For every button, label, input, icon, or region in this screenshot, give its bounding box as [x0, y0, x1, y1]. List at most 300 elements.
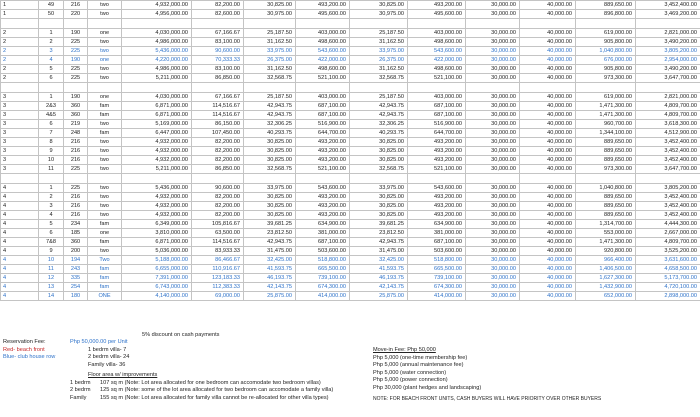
phase-cell: 3: [1, 102, 39, 111]
price-cell: 4,932,000.00: [122, 211, 192, 220]
unit-row: [1, 211, 700, 220]
empty-cell: [192, 174, 244, 184]
col11-cell: 30,000.00: [466, 211, 520, 220]
type-cell: two: [88, 74, 122, 83]
unit-row: [1, 274, 700, 283]
unit-row: [1, 165, 700, 174]
col12-cell: 40,000.00: [520, 292, 576, 301]
phase-cell: 3: [1, 138, 39, 147]
area-cell: 225: [64, 47, 88, 56]
col12-cell: 40,000.00: [520, 165, 576, 174]
col13-cell: 889,650.00: [576, 138, 636, 147]
col8-cell: 498,600.00: [296, 38, 350, 47]
type-cell: two: [88, 138, 122, 147]
col8-cell: 414,000.00: [296, 292, 350, 301]
area-cell: 243: [64, 265, 88, 274]
col7-cell: 30,825.00: [244, 1, 296, 10]
col13-cell: 966,400.00: [576, 256, 636, 265]
col12-cell: 40,000.00: [520, 283, 576, 292]
col13-cell: 1,471,300.00: [576, 238, 636, 247]
col14-cell: 3,618,300.00: [636, 120, 700, 129]
col6-cell: 86,850.00: [192, 74, 244, 83]
col13-cell: 889,650.00: [576, 1, 636, 10]
col11-cell: 30,000.00: [466, 238, 520, 247]
type-cell: Two: [88, 256, 122, 265]
col7-cell: 42,943.75: [244, 111, 296, 120]
cash-priority-note: NOTE: FOR BEACH FRONT UNITS, CASH BUYERS WILL HAVE PRIORITY OVER OTHER BUYERS: [373, 396, 602, 402]
col8-cell: 665,500.00: [296, 265, 350, 274]
col11-cell: 30,000.00: [466, 129, 520, 138]
col11-cell: 30,000.00: [466, 38, 520, 47]
phase-cell: 2: [1, 29, 39, 38]
col8-cell: 493,200.00: [296, 211, 350, 220]
phase-cell: 2: [1, 65, 39, 74]
unit-row: [1, 256, 700, 265]
phase-cell: 3: [1, 165, 39, 174]
price-cell: 6,349,000.00: [122, 220, 192, 229]
col11-cell: 30,000.00: [466, 56, 520, 65]
type-cell: one: [88, 56, 122, 65]
move-in-item: Php 5,000 (annual maintenance fee): [373, 362, 464, 368]
col6-cell: 107,450.00: [192, 129, 244, 138]
col7-cell: 40,293.75: [244, 129, 296, 138]
col12-cell: 40,000.00: [520, 138, 576, 147]
area-cell: 216: [64, 147, 88, 156]
unit-row: [1, 283, 700, 292]
price-cell: 6,871,000.00: [122, 238, 192, 247]
col14-cell: 3,647,700.00: [636, 74, 700, 83]
col12-cell: 40,000.00: [520, 74, 576, 83]
col11-cell: 30,000.00: [466, 102, 520, 111]
col13-cell: 1,406,500.00: [576, 265, 636, 274]
col7-cell: 39,681.25: [244, 220, 296, 229]
unit-cell: 5: [39, 65, 64, 74]
col13-cell: 1,432,900.00: [576, 283, 636, 292]
col11-cell: 30,000.00: [466, 138, 520, 147]
col12-cell: 40,000.00: [520, 1, 576, 10]
col14-cell: 3,452,400.00: [636, 211, 700, 220]
area-cell: 190: [64, 93, 88, 102]
col11-cell: 30,000.00: [466, 29, 520, 38]
col9-cell: 25,187.50: [350, 29, 408, 38]
unit-row: [1, 229, 700, 238]
col10-cell: 495,600.00: [408, 10, 466, 19]
floor-area-2-label: 2 bedrm: [70, 387, 91, 393]
area-cell: 185: [64, 229, 88, 238]
area-cell: 335: [64, 274, 88, 283]
col14-cell: 3,452,400.00: [636, 138, 700, 147]
phase-cell: 4: [1, 283, 39, 292]
group-separator-row: [1, 19, 700, 29]
phase-cell: 4: [1, 247, 39, 256]
col10-cell: 503,600.00: [408, 247, 466, 256]
col13-cell: 889,650.00: [576, 156, 636, 165]
col12-cell: 40,000.00: [520, 147, 576, 156]
type-cell: fam: [88, 220, 122, 229]
col13-cell: 652,000.00: [576, 292, 636, 301]
col8-cell: 674,300.00: [296, 283, 350, 292]
col11-cell: 30,000.00: [466, 283, 520, 292]
empty-cell: [576, 83, 636, 93]
col8-cell: 687,100.00: [296, 111, 350, 120]
col14-cell: 3,805,200.00: [636, 47, 700, 56]
price-cell: 4,956,000.00: [122, 10, 192, 19]
col8-cell: 521,100.00: [296, 74, 350, 83]
col7-cell: 46,193.75: [244, 274, 296, 283]
col8-cell: 403,000.00: [296, 29, 350, 38]
unit-row: [1, 74, 700, 83]
unit-cell: 7&8: [39, 238, 64, 247]
col9-cell: 42,943.75: [350, 238, 408, 247]
col13-cell: 889,650.00: [576, 147, 636, 156]
villa-count-1bedrm: 1 bedrm villa- 7: [88, 346, 127, 353]
unit-row: [1, 29, 700, 38]
price-cell: 6,655,000.00: [122, 265, 192, 274]
unit-cell: 2: [39, 193, 64, 202]
type-cell: two: [88, 65, 122, 74]
unit-cell: 3: [39, 202, 64, 211]
col12-cell: 40,000.00: [520, 247, 576, 256]
price-cell: 4,932,000.00: [122, 202, 192, 211]
phase-cell: 4: [1, 202, 39, 211]
villa-count-family: Family villa- 36: [88, 361, 126, 368]
col12-cell: 40,000.00: [520, 256, 576, 265]
col9-cell: 31,162.50: [350, 65, 408, 74]
price-cell: 4,140,000.00: [122, 292, 192, 301]
col7-cell: 26,375.00: [244, 56, 296, 65]
col10-cell: 403,000.00: [408, 93, 466, 102]
move-in-title: Move-in Fee: Php 50,000: [373, 347, 436, 353]
phase-cell: 4: [1, 274, 39, 283]
col10-cell: 521,100.00: [408, 165, 466, 174]
col11-cell: 30,000.00: [466, 292, 520, 301]
col9-cell: 32,568.75: [350, 74, 408, 83]
col11-cell: 30,000.00: [466, 247, 520, 256]
unit-cell: 50: [39, 10, 64, 19]
col13-cell: 1,344,100.00: [576, 129, 636, 138]
unit-cell: 2: [39, 38, 64, 47]
col7-cell: 31,162.50: [244, 38, 296, 47]
col7-cell: 30,975.00: [244, 10, 296, 19]
col10-cell: 739,100.00: [408, 274, 466, 283]
col9-cell: 32,568.75: [350, 165, 408, 174]
unit-row: [1, 38, 700, 47]
col11-cell: 30,000.00: [466, 256, 520, 265]
empty-cell: [122, 83, 192, 93]
col12-cell: 40,000.00: [520, 56, 576, 65]
area-cell: 190: [64, 56, 88, 65]
unit-cell: 9: [39, 247, 64, 256]
phase-cell: 4: [1, 184, 39, 193]
empty-cell: [39, 19, 64, 29]
col11-cell: 30,000.00: [466, 165, 520, 174]
col9-cell: 33,975.00: [350, 184, 408, 193]
unit-cell: 3: [39, 47, 64, 56]
col14-cell: 3,452,400.00: [636, 147, 700, 156]
col8-cell: 422,000.00: [296, 56, 350, 65]
col8-cell: 521,100.00: [296, 165, 350, 174]
col9-cell: 31,475.00: [350, 247, 408, 256]
phase-cell: 3: [1, 111, 39, 120]
col9-cell: 41,593.75: [350, 265, 408, 274]
unit-cell: 10: [39, 256, 64, 265]
col13-cell: 896,800.00: [576, 10, 636, 19]
col14-cell: 3,647,700.00: [636, 165, 700, 174]
price-cell: 5,211,000.00: [122, 165, 192, 174]
empty-cell: [64, 19, 88, 29]
col13-cell: 905,800.00: [576, 65, 636, 74]
col14-cell: 3,452,400.00: [636, 193, 700, 202]
type-cell: fam: [88, 111, 122, 120]
col6-cell: 82,200.00: [192, 147, 244, 156]
type-cell: fam: [88, 102, 122, 111]
empty-cell: [1, 19, 39, 29]
empty-cell: [122, 19, 192, 29]
unit-cell: 14: [39, 292, 64, 301]
unit-row: [1, 202, 700, 211]
price-cell: 5,036,000.00: [122, 247, 192, 256]
col8-cell: 493,200.00: [296, 138, 350, 147]
empty-cell: [408, 174, 466, 184]
unit-row: [1, 102, 700, 111]
col6-cell: 114,516.67: [192, 238, 244, 247]
col13-cell: 905,800.00: [576, 38, 636, 47]
col10-cell: 422,000.00: [408, 56, 466, 65]
price-cell: 4,932,000.00: [122, 193, 192, 202]
col10-cell: 665,500.00: [408, 265, 466, 274]
col11-cell: 30,000.00: [466, 111, 520, 120]
col8-cell: 493,200.00: [296, 1, 350, 10]
col11-cell: 30,000.00: [466, 10, 520, 19]
col9-cell: 30,825.00: [350, 147, 408, 156]
empty-cell: [244, 83, 296, 93]
col8-cell: 687,100.00: [296, 238, 350, 247]
col10-cell: 493,200.00: [408, 193, 466, 202]
type-cell: fam: [88, 274, 122, 283]
price-cell: 4,932,000.00: [122, 156, 192, 165]
col11-cell: 30,000.00: [466, 265, 520, 274]
col14-cell: 4,809,700.00: [636, 102, 700, 111]
phase-cell: 3: [1, 120, 39, 129]
unit-row: [1, 147, 700, 156]
unit-cell: 1: [39, 184, 64, 193]
col7-cell: 32,425.00: [244, 256, 296, 265]
area-cell: 225: [64, 165, 88, 174]
col12-cell: 40,000.00: [520, 274, 576, 283]
unit-cell: 11: [39, 265, 64, 274]
type-cell: two: [88, 156, 122, 165]
col12-cell: 40,000.00: [520, 229, 576, 238]
unit-cell: 8: [39, 138, 64, 147]
type-cell: two: [88, 202, 122, 211]
col12-cell: 40,000.00: [520, 193, 576, 202]
empty-cell: [636, 19, 700, 29]
area-cell: 225: [64, 74, 88, 83]
unit-cell: 49: [39, 1, 64, 10]
col8-cell: 516,900.00: [296, 120, 350, 129]
col7-cell: 30,825.00: [244, 138, 296, 147]
col13-cell: 973,300.00: [576, 74, 636, 83]
col6-cell: 86,850.00: [192, 165, 244, 174]
col6-cell: 82,600.00: [192, 10, 244, 19]
col12-cell: 40,000.00: [520, 238, 576, 247]
empty-cell: [88, 19, 122, 29]
phase-cell: 4: [1, 229, 39, 238]
area-cell: 225: [64, 65, 88, 74]
col9-cell: 32,306.25: [350, 120, 408, 129]
empty-cell: [408, 83, 466, 93]
type-cell: two: [88, 193, 122, 202]
col10-cell: 493,200.00: [408, 1, 466, 10]
phase-cell: 4: [1, 220, 39, 229]
col11-cell: 30,000.00: [466, 93, 520, 102]
col10-cell: 521,100.00: [408, 74, 466, 83]
discount-note: 5% discount on cash payments: [142, 332, 220, 338]
col6-cell: 110,916.67: [192, 265, 244, 274]
price-cell: 4,030,000.00: [122, 93, 192, 102]
unit-row: [1, 292, 700, 301]
unit-cell: 12: [39, 274, 64, 283]
floor-area-title: Floor area w/ improvements: [88, 372, 158, 378]
empty-cell: [64, 83, 88, 93]
col11-cell: 30,000.00: [466, 202, 520, 211]
col10-cell: 687,100.00: [408, 111, 466, 120]
type-cell: two: [88, 165, 122, 174]
price-cell: 3,810,000.00: [122, 229, 192, 238]
price-cell: 7,391,000.00: [122, 274, 192, 283]
col6-cell: 83,100.00: [192, 38, 244, 47]
type-cell: two: [88, 1, 122, 10]
type-cell: two: [88, 120, 122, 129]
phase-cell: 4: [1, 256, 39, 265]
empty-cell: [192, 19, 244, 29]
col12-cell: 40,000.00: [520, 111, 576, 120]
type-cell: one: [88, 93, 122, 102]
col10-cell: 403,000.00: [408, 29, 466, 38]
col8-cell: 381,000.00: [296, 229, 350, 238]
empty-cell: [520, 174, 576, 184]
unit-row: [1, 120, 700, 129]
col13-cell: 889,650.00: [576, 211, 636, 220]
col14-cell: 4,658,500.00: [636, 265, 700, 274]
unit-row: [1, 1, 700, 10]
type-cell: two: [88, 247, 122, 256]
col6-cell: 67,166.67: [192, 29, 244, 38]
area-cell: 234: [64, 220, 88, 229]
empty-cell: [192, 83, 244, 93]
area-cell: 360: [64, 238, 88, 247]
phase-cell: 2: [1, 38, 39, 47]
col12-cell: 40,000.00: [520, 38, 576, 47]
col12-cell: 40,000.00: [520, 184, 576, 193]
col14-cell: 3,525,200.00: [636, 247, 700, 256]
empty-cell: [576, 19, 636, 29]
col7-cell: 25,187.50: [244, 29, 296, 38]
col9-cell: 30,825.00: [350, 1, 408, 10]
phase-cell: 4: [1, 211, 39, 220]
col9-cell: 23,812.50: [350, 229, 408, 238]
phase-cell: 3: [1, 93, 39, 102]
col6-cell: 105,816.67: [192, 220, 244, 229]
unit-row: [1, 10, 700, 19]
col13-cell: 676,000.00: [576, 56, 636, 65]
col9-cell: 26,375.00: [350, 56, 408, 65]
col14-cell: 3,805,200.00: [636, 184, 700, 193]
col7-cell: 42,143.75: [244, 283, 296, 292]
col7-cell: 41,593.75: [244, 265, 296, 274]
col7-cell: 32,568.75: [244, 74, 296, 83]
col13-cell: 889,650.00: [576, 193, 636, 202]
empty-cell: [39, 174, 64, 184]
type-cell: fam: [88, 129, 122, 138]
price-cell: 4,932,000.00: [122, 138, 192, 147]
legend-blue: Blue- club house row: [3, 354, 56, 360]
col11-cell: 30,000.00: [466, 184, 520, 193]
unit-row: [1, 129, 700, 138]
col6-cell: 114,516.67: [192, 102, 244, 111]
reservation-value: Php 50,000.00 per Unit: [70, 339, 128, 345]
col14-cell: 2,898,000.00: [636, 292, 700, 301]
col8-cell: 498,600.00: [296, 65, 350, 74]
col12-cell: 40,000.00: [520, 220, 576, 229]
area-cell: 216: [64, 202, 88, 211]
col6-cell: 86,150.00: [192, 120, 244, 129]
empty-cell: [88, 83, 122, 93]
col9-cell: 30,825.00: [350, 156, 408, 165]
col10-cell: 687,100.00: [408, 238, 466, 247]
col10-cell: 493,200.00: [408, 138, 466, 147]
price-cell: 6,871,000.00: [122, 102, 192, 111]
unit-row: [1, 111, 700, 120]
group-separator-row: [1, 83, 700, 93]
empty-cell: [350, 83, 408, 93]
price-cell: 4,986,000.00: [122, 38, 192, 47]
phase-cell: 2: [1, 47, 39, 56]
col6-cell: 90,600.00: [192, 184, 244, 193]
move-in-item: Php 5,000 (water connection): [373, 369, 447, 376]
col8-cell: 634,900.00: [296, 220, 350, 229]
col9-cell: 39,681.25: [350, 220, 408, 229]
empty-cell: [88, 174, 122, 184]
price-cell: 4,986,000.00: [122, 65, 192, 74]
col10-cell: 644,700.00: [408, 129, 466, 138]
col14-cell: 2,667,000.00: [636, 229, 700, 238]
price-cell: 6,871,000.00: [122, 111, 192, 120]
col9-cell: 30,825.00: [350, 202, 408, 211]
area-cell: 216: [64, 193, 88, 202]
col9-cell: 30,825.00: [350, 211, 408, 220]
col6-cell: 82,200.00: [192, 211, 244, 220]
col10-cell: 414,000.00: [408, 292, 466, 301]
unit-cell: 4&5: [39, 111, 64, 120]
col8-cell: 495,600.00: [296, 10, 350, 19]
empty-cell: [350, 174, 408, 184]
col12-cell: 40,000.00: [520, 265, 576, 274]
col13-cell: 619,000.00: [576, 29, 636, 38]
legend-red: Red- beach front: [3, 346, 45, 353]
col13-cell: 889,650.00: [576, 202, 636, 211]
col10-cell: 634,900.00: [408, 220, 466, 229]
col12-cell: 40,000.00: [520, 10, 576, 19]
unit-cell: 6: [39, 229, 64, 238]
empty-cell: [466, 83, 520, 93]
col8-cell: 644,700.00: [296, 129, 350, 138]
floor-area-3-label: Family: [70, 394, 87, 401]
col8-cell: 493,200.00: [296, 193, 350, 202]
col12-cell: 40,000.00: [520, 120, 576, 129]
col13-cell: 1,471,300.00: [576, 111, 636, 120]
empty-cell: [1, 83, 39, 93]
